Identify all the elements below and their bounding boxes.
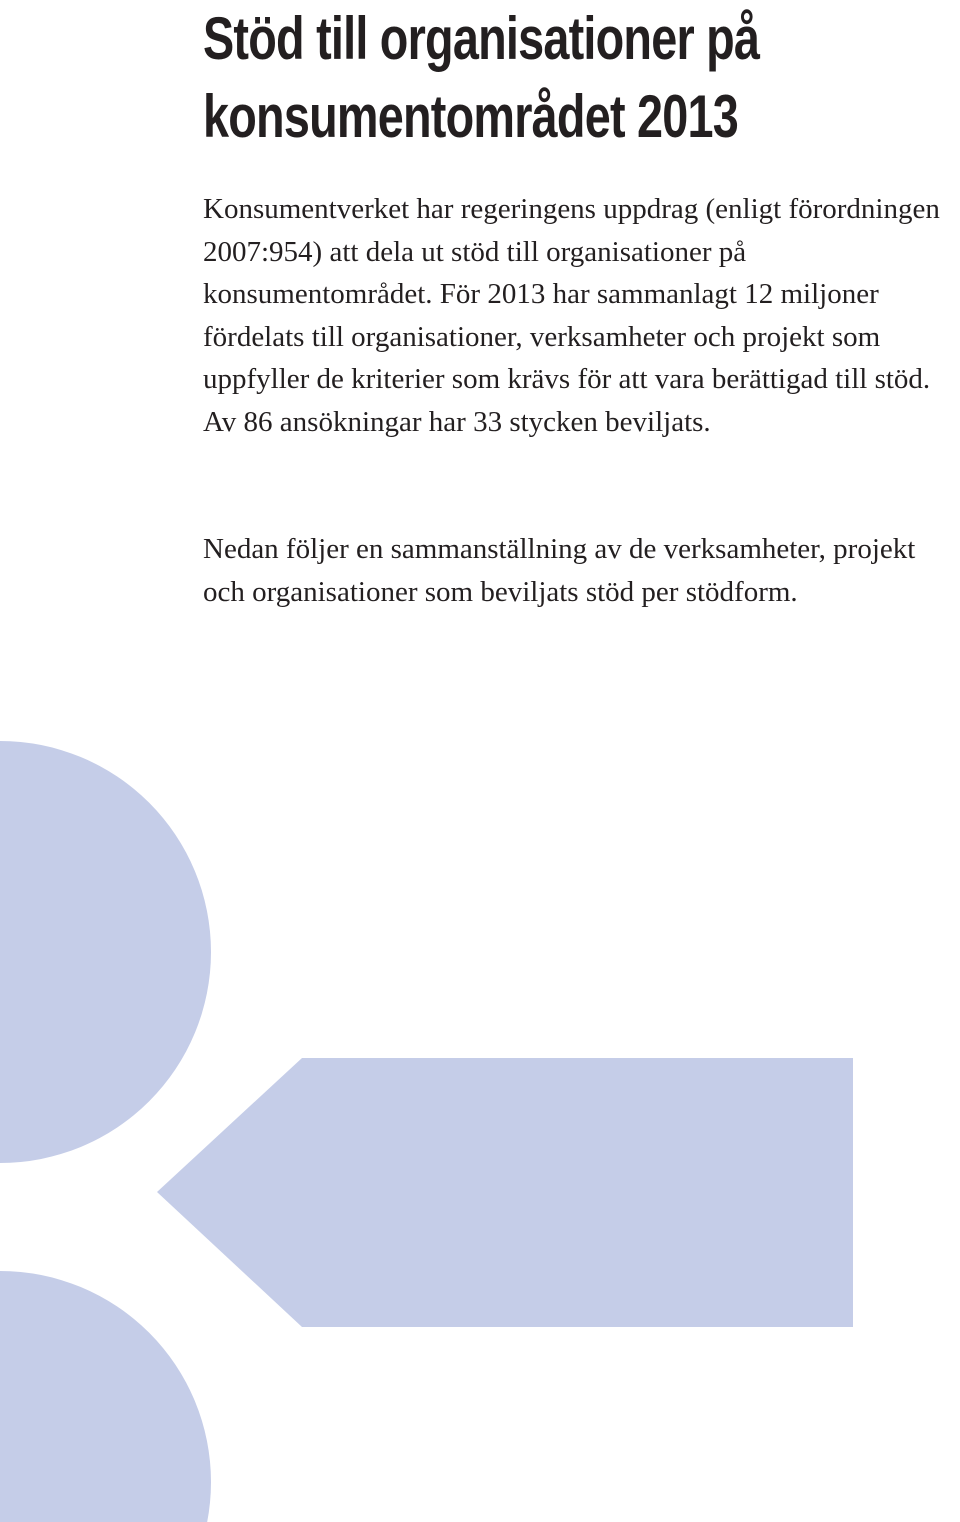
arrow-shape bbox=[157, 1058, 853, 1327]
intro-paragraph: Konsumentverket har regeringens uppdrag (enligt förordningen 2007:954) att dela ut stöd till organisationer på konsumentområdet. För 2013 har sammanlagt 12 miljoner fördelats till organisationer, verksamheter och projekt som uppfyller de kriterier som krävs för att vara berättigad till stöd. Av 86 ansökningar har 33 stycken beviljats. bbox=[203, 193, 940, 438]
upper-half-circle bbox=[0, 741, 211, 1163]
page-title: Stöd till organisationer på konsumentområdet 2013 bbox=[203, 5, 760, 150]
lower-half-circle bbox=[0, 1271, 211, 1522]
summary-paragraph: Nedan följer en sammanställning av de verksamheter, projekt och organisationer som beviljats stöd per stödform. bbox=[203, 533, 916, 608]
